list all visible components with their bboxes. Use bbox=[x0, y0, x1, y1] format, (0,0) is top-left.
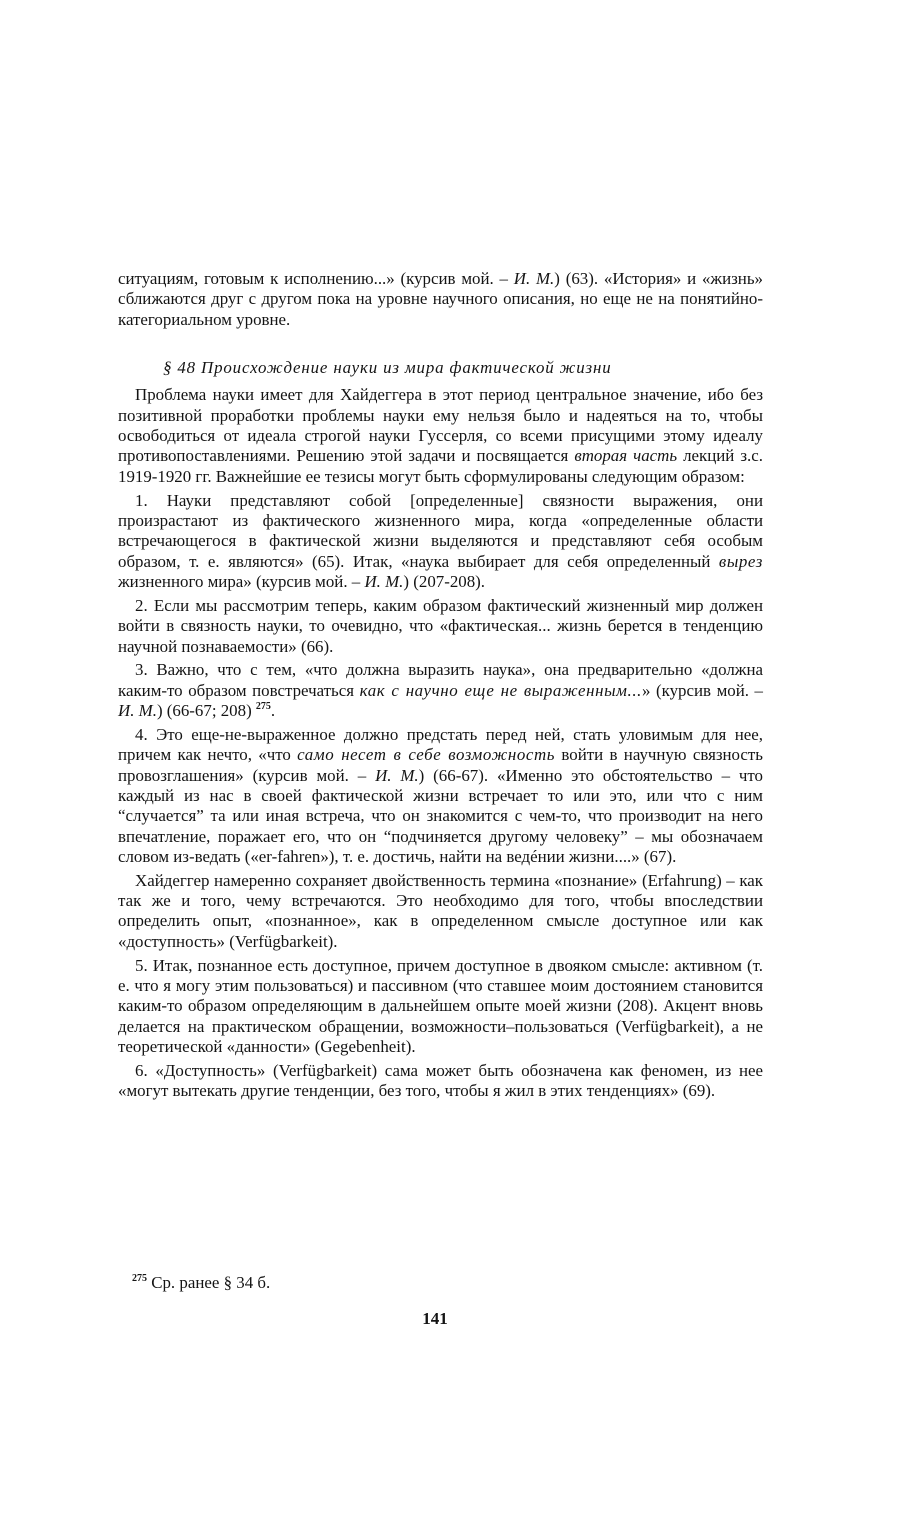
author-initials: И. М. bbox=[375, 765, 419, 785]
intro-paragraph: Проблема науки имеет для Хайдеггера в этот период центральное значение, ибо без позитивной проработки проблемы науки ему нельзя было и надеяться на то, чтобы освободиться от идеала строгой науки Гуссерля, со всеми присущими этому идеалу противопоставлениями. Решению этой задачи и посвящается вторая часть лекций з.с. 1919-1920 гг. Важнейшие ее тезисы могут быть сформулированы следующим образом: bbox=[118, 385, 763, 486]
thesis-3: 3. Важно, что с тем, «что должна выразить наука», она предварительно «должна каким-то образом повстречаться как с научно еще не выраженным...» (курсив мой. – И. М.) (66-67; 208) $^{275}$. bbox=[118, 660, 763, 721]
emphasis: вырез bbox=[718, 551, 763, 571]
emphasis: вторая часть bbox=[574, 446, 678, 466]
thesis-5: 5. Итак, познанное есть доступное, причем доступное в двояком смысле: активном (т. е. что я могу этим пользоваться) и пассивном (что ставшее моим достоянием становится каким-то образом определяющим в дальнейшем опыте моей жизни (208). Акцент вновь делается на практическом обращении, возможности–пользоваться (Verfügbarkeit), а не теоретической «данности» (Gegebenheit). bbox=[118, 955, 763, 1057]
emphasis: само несет в себе возможность bbox=[297, 745, 556, 765]
footnote-reference[interactable]: 275 bbox=[255, 701, 271, 713]
footnote bbox=[132, 1273, 270, 1293]
thesis-2: 2. Если мы рассмотрим теперь, каким образом фактический жизненный мир должен войти в связность науки, то очевидно, что «фактическая... жизнь берется в тенденцию научной познаваемости» (66). bbox=[118, 595, 763, 656]
author-initials: И. М. bbox=[118, 701, 157, 721]
thesis-4: 4. Это еще-не-выраженное должно предстать перед ней, стать уловимым для нее, причем как нечто, «что само несет в себе возможность войти в научную связность провозглашения» (курсив мой. – И. М.) (66-67). «Именно это обстоятельство – что каждый из нас в своей фактической жизни встречает то или это, или что с ним “случается” та или иная встреча, что он знакомится с чем-то, что производит на него впечатление, поражает его, что он “подчиняется другому человеку” – мы обозначаем словом из-ведать («er-fahren»), т. е. достичь, найти на ведéнии жизни....» (67). bbox=[118, 724, 763, 866]
commentary-paragraph: Хайдеггер намеренно сохраняет двойственность термина «познание» (Erfahrung) – как так же и того, чему встречаются. Это необходимо для того, чтобы впоследствии определить опыт, «познанное», как в определенном смысле доступное или как «доступность» (Verfügbarkeit). bbox=[118, 870, 763, 951]
page-number: 141 bbox=[422, 1309, 448, 1328]
emphasis: как с научно еще не выраженным... bbox=[359, 680, 642, 700]
main-text-block bbox=[118, 269, 763, 1102]
footnote-number: 275 bbox=[132, 1273, 147, 1284]
author-initials: И. М. bbox=[364, 571, 404, 591]
author-initials: И. М. bbox=[513, 269, 555, 288]
section-heading: § 48 Происхождение науки из мира фактической жизни bbox=[163, 358, 612, 378]
thesis-1: 1. Науки представляют собой [определенные] связности выражения, они произрастают из фактического жизненного мира, когда «определенные области встречающегося в фактической жизни выделяются и представляют себя особым образом, т. е. являются» (65). Итак, «наука выбирает для себя определенный вырез жизненного мира» (курсив мой. – И. М.) (207-208). bbox=[118, 490, 763, 591]
continuation-paragraph: ситуациям, готовым к исполнению...» (курсив мой. – И. М.) (63). «История» и «жизнь» сближаются друг с другом пока на уровне научного описания, но еще не на понятийно-категориальном уровне. bbox=[118, 269, 763, 329]
thesis-6: 6. «Доступность» (Verfügbarkeit) сама может быть обозначена как феномен, из нее «могут вытекать другие тенденции, без того, чтобы я жил в этих тенденциях» (69). bbox=[118, 1060, 763, 1101]
footnote-text: Ср. ранее § 34 б. bbox=[147, 1273, 271, 1292]
